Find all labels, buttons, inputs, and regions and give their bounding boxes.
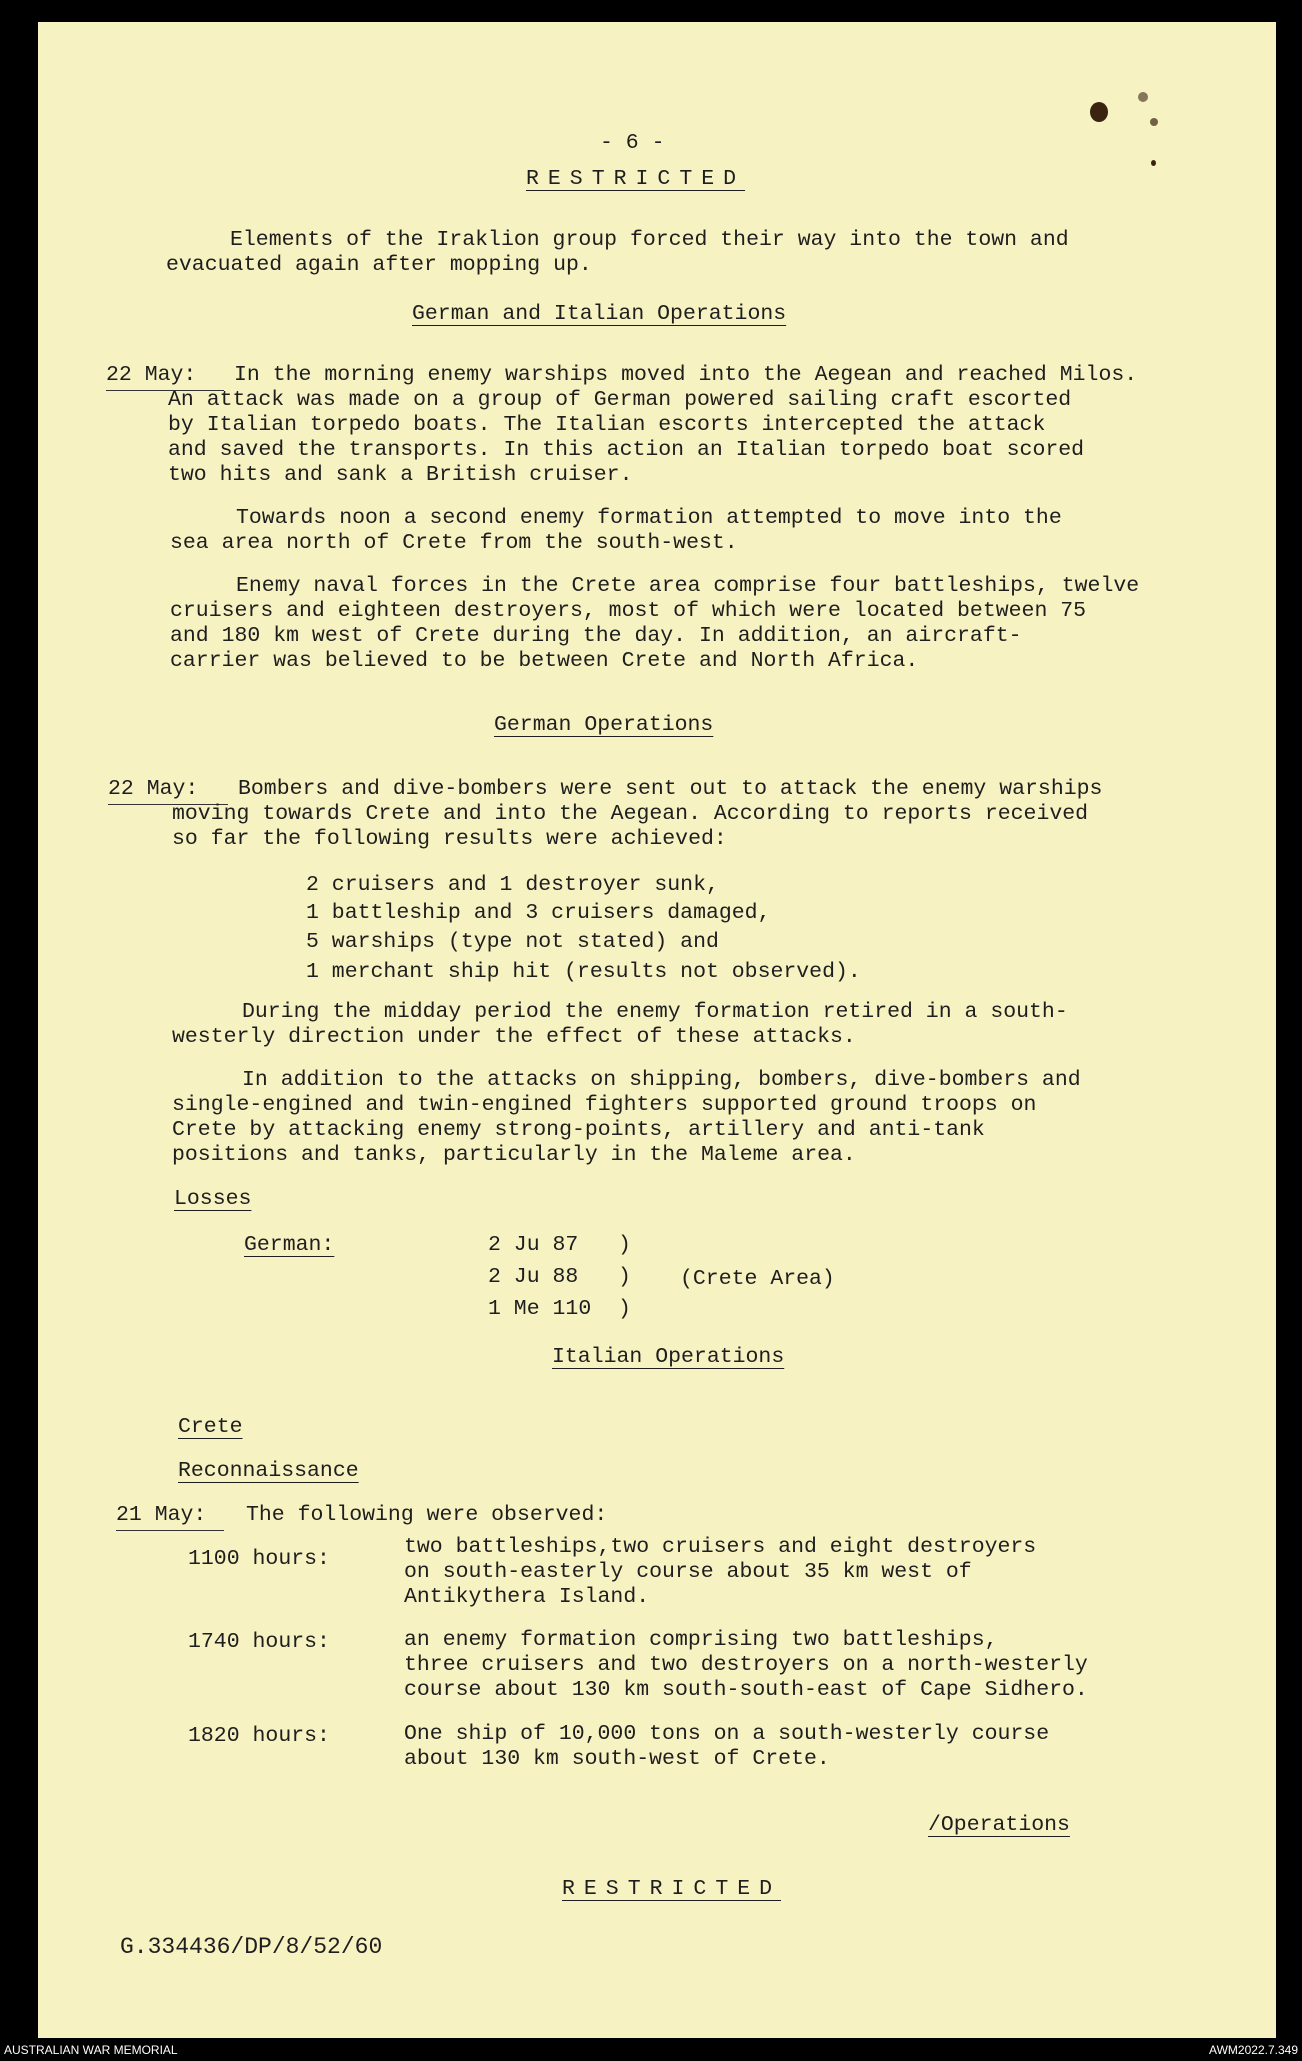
continuation-note: /Operations xyxy=(928,1813,1070,1837)
losses-label: German: xyxy=(244,1233,335,1257)
loss-area: (Crete Area) xyxy=(680,1267,835,1291)
result-item: 1 battleship and 3 cruisers damaged, xyxy=(306,901,771,925)
para-line: and saved the transports. In this action an Italian torpedo boat scored xyxy=(168,438,1085,462)
losses-heading: Losses xyxy=(174,1187,252,1211)
para-line: westerly direction under the effect of these attacks. xyxy=(172,1025,856,1049)
bracket: ) xyxy=(618,1265,631,1289)
obs-time: 1820 hours: xyxy=(188,1724,330,1748)
para-line: and 180 km west of Crete during the day. In addition, an aircraft- xyxy=(170,624,1022,648)
para-line: In addition to the attacks on shipping, bombers, dive-bombers and xyxy=(242,1068,1081,1092)
obs-line: two battleships,two cruisers and eight destroyers xyxy=(404,1535,1037,1559)
para-line: so far the following results were achieved: xyxy=(172,827,727,851)
intro-line: evacuated again after mopping up. xyxy=(166,253,592,277)
loss-item: 2 Ju 87 xyxy=(488,1233,579,1257)
obs-time: 1740 hours: xyxy=(188,1630,330,1654)
para-line: Bombers and dive-bombers were sent out to attack the enemy warships xyxy=(238,777,1103,801)
stain xyxy=(1138,92,1148,102)
date-label: 22 May: xyxy=(106,363,197,387)
classification-header: RESTRICTED xyxy=(526,167,746,191)
date-label: 21 May: xyxy=(116,1503,207,1527)
section-heading: Italian Operations xyxy=(552,1345,785,1369)
para-line: single-engined and twin-engined fighters supported ground troops on xyxy=(172,1093,1037,1117)
archive-id: AWM2022.7.349 xyxy=(1209,2043,1298,2057)
para-line: Enemy naval forces in the Crete area comprise four battleships, twelve xyxy=(236,574,1140,598)
bracket: ) xyxy=(618,1233,631,1257)
para-line: two hits and sank a British cruiser. xyxy=(168,463,633,487)
para-line: positions and tanks, particularly in the Maleme area. xyxy=(172,1143,856,1167)
obs-line: about 130 km south-west of Crete. xyxy=(404,1747,830,1771)
result-item: 2 cruisers and 1 destroyer sunk, xyxy=(306,873,719,897)
obs-line: on south-easterly course about 35 km west of xyxy=(404,1560,972,1584)
subsubheading: Reconnaissance xyxy=(178,1459,359,1483)
archive-credit: AUSTRALIAN WAR MEMORIAL xyxy=(4,2043,178,2057)
para-line: During the midday period the enemy formation retired in a south- xyxy=(242,1000,1068,1024)
section-heading: German Operations xyxy=(494,713,714,737)
para-line: carrier was believed to be between Crete and North Africa. xyxy=(170,649,919,673)
para-line: sea area north of Crete from the south-west. xyxy=(170,531,738,555)
obs-intro: The following were observed: xyxy=(246,1503,608,1527)
section-heading: German and Italian Operations xyxy=(412,302,787,326)
date-underline xyxy=(116,1530,224,1531)
document-page xyxy=(38,22,1276,2038)
result-item: 5 warships (type not stated) and xyxy=(306,930,719,954)
obs-line: an enemy formation comprising two battleships, xyxy=(404,1628,998,1652)
page-number: - 6 - xyxy=(600,131,665,155)
subheading: Crete xyxy=(178,1415,243,1439)
stain xyxy=(1090,102,1108,122)
obs-line: One ship of 10,000 tons on a south-westerly course xyxy=(404,1722,1050,1746)
para-line: moving towards Crete and into the Aegean. According to reports received xyxy=(172,802,1089,826)
classification-footer: RESTRICTED xyxy=(562,1877,782,1901)
stain xyxy=(1151,160,1156,166)
bracket: ) xyxy=(618,1297,631,1321)
stain xyxy=(1150,118,1158,126)
para-line: An attack was made on a group of German powered sailing craft escorted xyxy=(168,388,1072,412)
loss-item: 1 Me 110 xyxy=(488,1297,592,1321)
para-line: In the morning enemy warships moved into the Aegean and reached Milos. xyxy=(234,363,1138,387)
para-line: Towards noon a second enemy formation attempted to move into the xyxy=(236,506,1062,530)
result-item: 1 merchant ship hit (results not observed). xyxy=(306,960,861,984)
para-line: Crete by attacking enemy strong-points, artillery and anti-tank xyxy=(172,1118,985,1142)
obs-line: Antikythera Island. xyxy=(404,1585,650,1609)
obs-line: course about 130 km south-south-east of Cape Sidhero. xyxy=(404,1678,1088,1702)
document-reference: G.334436/DP/8/52/60 xyxy=(120,1934,383,1960)
date-label: 22 May: xyxy=(108,777,199,801)
obs-line: three cruisers and two destroyers on a north-westerly xyxy=(404,1653,1088,1677)
para-line: cruisers and eighteen destroyers, most of which were located between 75 xyxy=(170,599,1087,623)
loss-item: 2 Ju 88 xyxy=(488,1265,579,1289)
para-line: by Italian torpedo boats. The Italian escorts intercepted the attack xyxy=(168,413,1046,437)
obs-time: 1100 hours: xyxy=(188,1547,330,1571)
intro-line: Elements of the Iraklion group forced their way into the town and xyxy=(230,228,1069,252)
